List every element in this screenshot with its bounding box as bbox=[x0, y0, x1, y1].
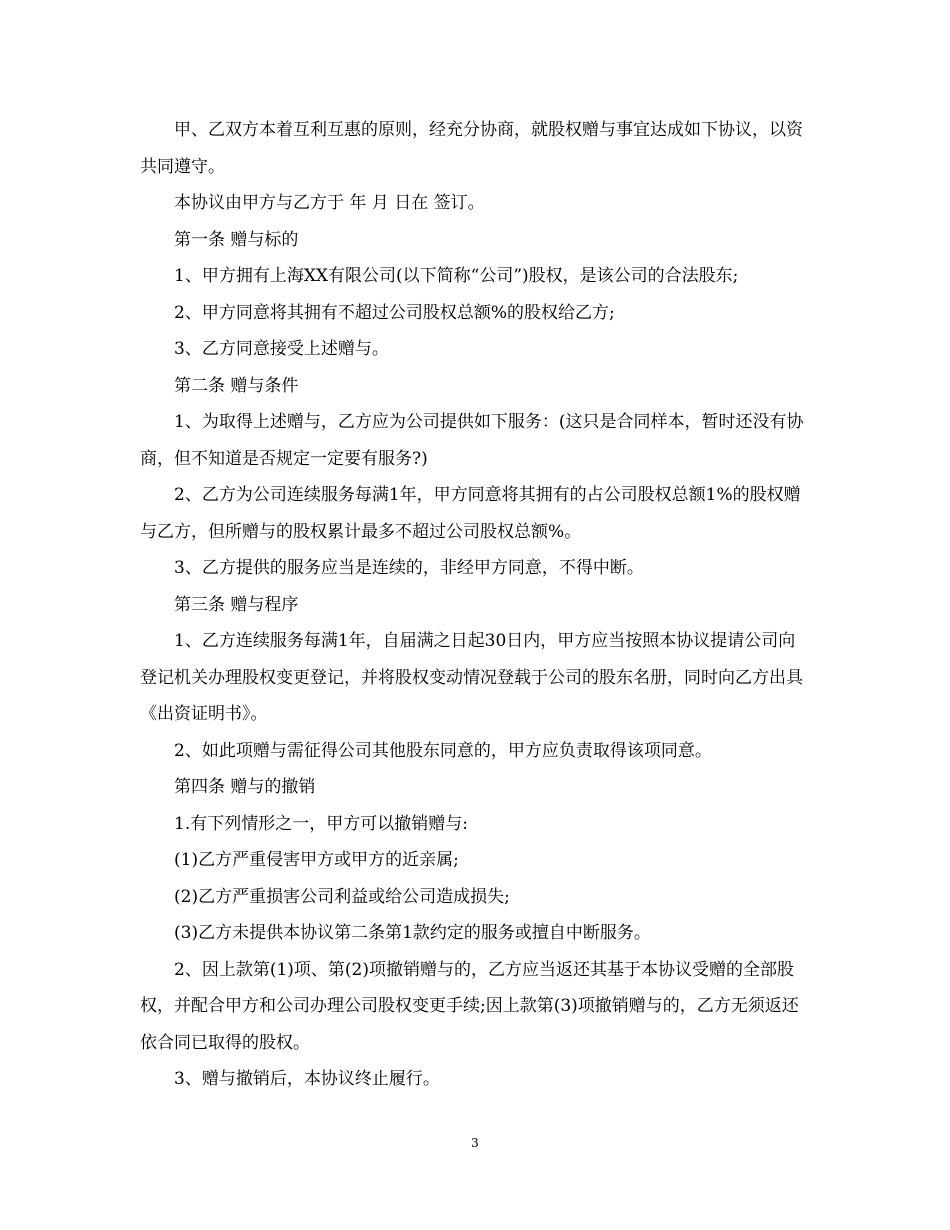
paragraph-signing: 本协议由甲方与乙方于 年 月 日在 签订。 bbox=[174, 193, 485, 213]
article-2-clause-3: 3、乙方提供的服务应当是连续的，非经甲方同意，不得中断。 bbox=[174, 558, 644, 578]
page-number: 3 bbox=[471, 1136, 479, 1150]
article-1-heading: 第一条 赠与标的 bbox=[174, 229, 299, 250]
article-4-clause-2: 2、因上款第(1)项、第(2)项撤销赠与的，乙方应当返还其基于本协议受赠的全部股权，并配合甲方和公司办理公司股权变更手续;因上款第(3)项撤销赠与的，乙方无须返还依合同已取得的股权。 bbox=[140, 959, 799, 1053]
article-4-clause-3: 3、赠与撤销后，本协议终止履行。 bbox=[174, 1069, 440, 1089]
article-1-clause-3: 3、乙方同意接受上述赠与。 bbox=[174, 339, 389, 359]
article-4-item-3: (3)乙方未提供本协议第二条第1款约定的服务或擅自中断服务。 bbox=[174, 923, 651, 943]
paragraph-preamble: 甲、乙双方本着互利互惠的原则，经充分协商，就股权赠与事宜达成如下协议，以资共同遵守。 bbox=[140, 120, 803, 177]
article-3-heading: 第三条 赠与程序 bbox=[174, 594, 299, 615]
article-4-clause-1: 1.有下列情形之一，甲方可以撤销赠与: bbox=[174, 813, 468, 834]
article-4-item-1: (1)乙方严重侵害甲方或甲方的近亲属; bbox=[174, 850, 459, 870]
article-1-clause-2: 2、甲方同意将其拥有不超过公司股权总额%的股权给乙方; bbox=[174, 302, 615, 323]
document-body bbox=[140, 112, 812, 1098]
article-2-clause-1: 1、为取得上述赠与，乙方应为公司提供如下服务：(这只是合同样本，暂时还没有协商，但不知道是否规定一定要有服务?) bbox=[140, 412, 804, 469]
article-3-clause-1: 1、乙方连续服务每满1年，自届满之日起30日内，甲方应当按照本协议提请公司向登记机关办理股权变更登记，并将股权变动情况登载于公司的股东名册，同时向乙方出具《出资证明书》。 bbox=[140, 631, 803, 724]
article-1-clause-1: 1、甲方拥有上海XX有限公司(以下简称“公司”)股权，是该公司的合法股东; bbox=[174, 266, 739, 286]
article-3-clause-2: 2、如此项赠与需征得公司其他股东同意的，甲方应负责取得该项同意。 bbox=[174, 740, 712, 761]
article-2-heading: 第二条 赠与条件 bbox=[174, 375, 299, 396]
article-4-item-2: (2)乙方严重损害公司利益或给公司造成损失; bbox=[174, 886, 510, 907]
article-2-clause-2: 2、乙方为公司连续服务每满1年，甲方同意将其拥有的占公司股权总额1%的股权赠与乙方，但所赠与的股权累计最多不超过公司股权总额%。 bbox=[140, 485, 801, 542]
article-4-heading: 第四条 赠与的撤销 bbox=[174, 777, 316, 797]
